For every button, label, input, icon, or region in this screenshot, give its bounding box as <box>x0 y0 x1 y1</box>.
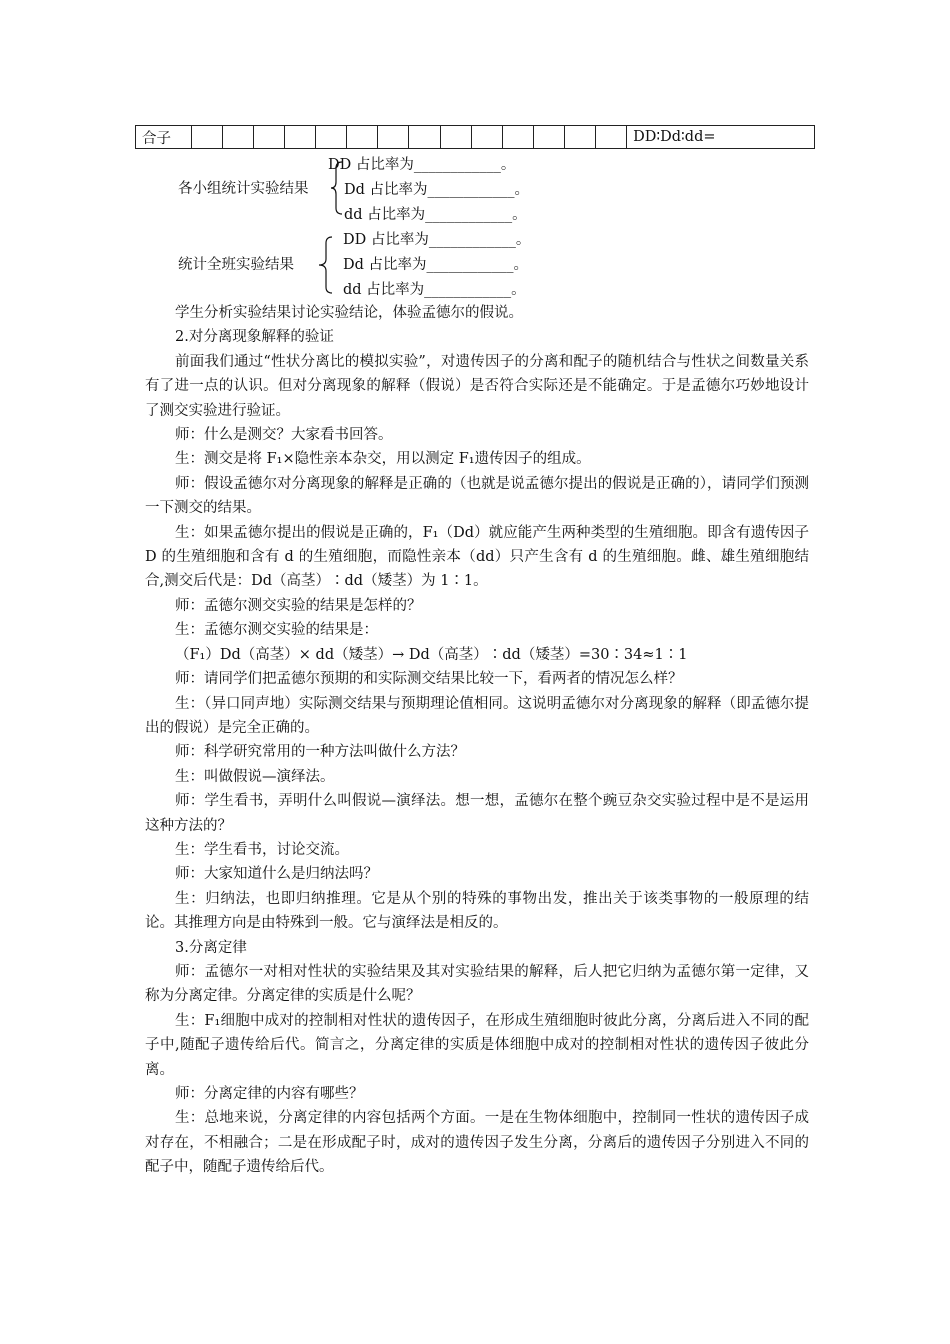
group-class-line-Dd: Dd 占比率为____________。 <box>343 257 529 273</box>
paragraph: 师：大家知道什么是归纳法吗？ <box>175 866 378 883</box>
paragraph: 师：孟德尔一对相对性状的实验结果及其对实验结果的解释，后人把它归纳为孟德尔第一定律，又称为分离定律。分离定律的实质是什么呢？ <box>145 963 809 1005</box>
paragraph: 生：测交是将 F₁×隐性亲本杂交，用以测定 F₁遗传因子的组成。 <box>175 451 591 468</box>
paragraph: 生：孟德尔测交实验的结果是： <box>175 622 378 639</box>
group-small-line-Dd: Dd 占比率为____________。 <box>344 182 530 198</box>
blank-cell <box>502 126 533 149</box>
paragraph: 师：孟德尔测交实验的结果是怎样的？ <box>175 597 422 614</box>
blank-cell <box>316 126 347 149</box>
paragraph: 师：分离定律的内容有哪些？ <box>175 1086 364 1102</box>
formula-line: （F₁）Dd（高茎）× dd（矮茎）→ Dd（高茎）∶dd（矮茎）=30∶34≈1∶1 <box>175 646 688 663</box>
paragraph: 师：假设孟德尔对分离现象的解释是正确的（也就是说孟德尔提出的假说是正确的），请同学们预测一下测交的结果。 <box>145 475 809 517</box>
group-class-line-dd-recessive: dd 占比率为____________。 <box>343 282 526 298</box>
blank-cell <box>222 126 253 149</box>
body-text <box>145 301 809 1180</box>
group-small-line-dd-recessive: dd 占比率为____________。 <box>344 207 527 223</box>
paragraph: 生：归纳法，也即归纳推理。它是从个别的特殊的事物出发，推出关于该类事物的一般原理的结论。其推理方向是由特殊到一般。它与演绎法是相反的。 <box>145 890 809 932</box>
blank-cell <box>347 126 378 149</box>
paragraph: 师：什么是测交？大家看书回答。 <box>175 427 393 444</box>
paragraph: 生：总地来说，分离定律的内容包括两个方面。一是在生物体细胞中，控制同一性状的遗传因子成对存在，不相融合；二是在形成配子时，成对的遗传因子发生分离，分离后的遗传因子分别进入不同的配子中，随配子遗传给后代。 <box>145 1110 809 1176</box>
paragraph: 师：请同学们把孟德尔预期的和实际测交结果比较一下，看两者的情况怎么样？ <box>175 671 683 688</box>
paragraph: 生：如果孟德尔提出的假说是正确的，F₁（Dd）就应能产生两种类型的生殖细胞。即含有遗传因子 D 的生殖细胞和含有 d 的生殖细胞，而隐性亲本（dd）只产生含有 d 的生殖细胞。雌、雄生殖细胞结合,测交后代是：Dd（高茎）∶dd（矮茎）为 1∶1。 <box>145 524 809 590</box>
blank-cell <box>471 126 502 149</box>
paragraph: 学生分析实验结果讨论实验结论，体验孟德尔的假说。 <box>175 305 523 321</box>
paragraph: 师：科学研究常用的一种方法叫做什么方法？ <box>175 744 465 761</box>
zygote-label-cell: 合子 <box>136 126 192 149</box>
blank-cell <box>409 126 440 149</box>
blank-cell <box>564 126 595 149</box>
blank-cell <box>378 126 409 149</box>
table-row <box>136 126 815 149</box>
section-heading: 2.对分离现象解释的验证 <box>175 329 334 346</box>
group-class-line-dd: DD 占比率为____________。 <box>343 232 531 248</box>
blank-cell <box>253 126 284 149</box>
zygote-table <box>135 125 815 149</box>
group-small-label: 各小组统计实验结果 <box>178 181 309 197</box>
blank-cell <box>191 126 222 149</box>
section-heading: 3.分离定律 <box>175 939 247 956</box>
paragraph: 生：学生看书，讨论交流。 <box>175 841 349 858</box>
blank-cell <box>595 126 626 149</box>
ratio-cell: DD∶Dd∶dd= <box>627 126 815 149</box>
blank-cell <box>440 126 471 149</box>
blank-cell <box>533 126 564 149</box>
group-small-line-dd: DD 占比率为____________。 <box>328 157 516 173</box>
group-class-label: 统计全班实验结果 <box>178 257 294 273</box>
blank-cell <box>285 126 316 149</box>
paragraph: 师：学生看书，弄明什么叫假说—演绎法。想一想，孟德尔在整个豌豆杂交实验过程中是不是运用这种方法的？ <box>145 793 809 834</box>
paragraph: 生：（异口同声地）实际测交结果与预期理论值相同。这说明孟德尔对分离现象的解释（即孟德尔提出的假说）是完全正确的。 <box>145 695 809 736</box>
paragraph: 前面我们通过“性状分离比的模拟实验”，对遗传因子的分离和配子的随机结合与性状之间数量关系有了进一点的认识。但对分离现象的解释（假说）是否符合实际还是不能确定。于是孟德尔巧妙地设计了测交实验进行验证。 <box>145 353 809 419</box>
paragraph: 生：叫做假说—演绎法。 <box>175 768 335 785</box>
paragraph: 生：F₁细胞中成对的控制相对性状的遗传因子，在形成生殖细胞时彼此分离，分离后进入不同的配子中,随配子遗传给后代。简言之，分离定律的实质是体细胞中成对的控制相对性状的遗传因子彼此分离。 <box>145 1012 809 1078</box>
left-brace-icon <box>318 235 334 295</box>
